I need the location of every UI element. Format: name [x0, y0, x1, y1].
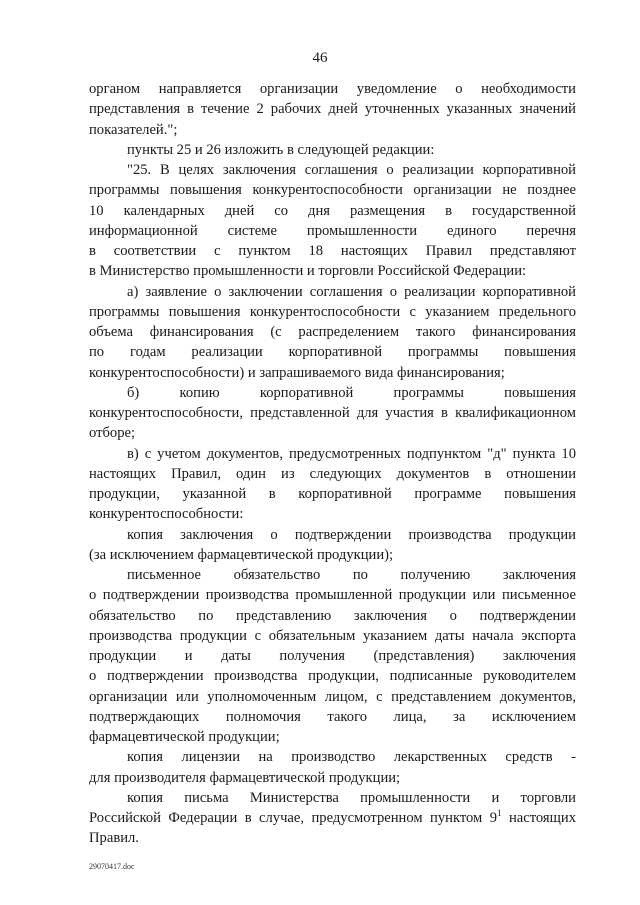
text-line: отборе;: [89, 425, 136, 442]
text-line: конкурентоспособности, представленной для участия в квалификационном: [89, 405, 576, 421]
text-line: показателей.";: [89, 121, 178, 138]
paragraph-p1: [89, 79, 576, 140]
text-line: в соответствии с пунктом 18 настоящих Правил представляют: [89, 243, 576, 259]
page-number: 46: [312, 50, 328, 66]
line-text: Российской Федерации в случае, предусмотренном пунктом 9: [89, 810, 498, 826]
line-text: настоящих: [501, 810, 576, 826]
text-line: представления в течение 2 рабочих дней уточненных указанных значений: [89, 101, 576, 118]
text-line: копия заключения о подтверждении производства продукции: [127, 526, 576, 543]
document-body: [89, 79, 576, 849]
paragraph-p5: [89, 383, 576, 444]
paragraph-list: [89, 79, 576, 788]
text-line: фармацевтической продукции;: [89, 729, 280, 745]
text-line: настоящих Правил, один из следующих документов в отношении: [89, 465, 576, 482]
paragraph-p6: [89, 444, 576, 525]
text-line: б) копию корпоративной программы повышения: [127, 384, 576, 401]
text-line: для производителя фармацевтической продукции;: [89, 769, 401, 786]
text-line: о подтверждении производства продукции, подписанные руководителем: [89, 668, 576, 685]
text-line: организации или уполномоченным лицом, с представлением документов,: [89, 688, 576, 705]
paragraph-p9: [89, 747, 576, 788]
text-line: в Министерство промышленности и торговли Российской Федерации:: [89, 263, 527, 280]
text-line: органом направляется организации уведомление о необходимости: [89, 81, 576, 97]
paragraph-p2: [89, 140, 576, 160]
text-line: (за исключением фармацевтической продукции);: [89, 546, 394, 563]
paragraph-p8: [89, 565, 576, 747]
text-line: информационной системе промышленности единого перечня: [89, 222, 576, 239]
file-name-footer: 29070417.doc: [89, 862, 135, 871]
text-line: письменное обязательство по получению заключения: [127, 567, 576, 583]
text-line: производства продукции с обязательным указанием даты начала экспорта: [89, 627, 576, 644]
text-line: конкурентоспособности:: [89, 506, 244, 523]
paragraph-p3: [89, 160, 576, 282]
text-line: по годам реализации корпоративной программы повышения: [89, 344, 576, 361]
text-line: "25. В целях заключения соглашения о реализации корпоративной: [127, 162, 576, 178]
text-line: копия письма Министерства промышленности и торговли: [127, 789, 576, 806]
text-line: объема финансирования (с распределением такого финансирования: [89, 324, 576, 340]
text-line: конкурентоспособности) и запрашиваемого вида финансирования;: [89, 364, 505, 381]
text-line: Правил.: [89, 830, 139, 847]
text-line: обязательство по представлению заключения о подтверждении: [89, 607, 576, 624]
text-line: в) с учетом документов, предусмотренных подпунктом "д" пункта 10: [127, 445, 576, 462]
text-line: [89, 808, 576, 828]
text-line: копия лицензии на производство лекарственных средств -: [127, 749, 576, 766]
text-line: о подтверждении производства промышленной продукции или письменное: [89, 587, 576, 604]
text-line: продукции, указанной в корпоративной программе повышения: [89, 486, 576, 502]
paragraph-p7: [89, 525, 576, 566]
text-line: продукции и даты получения (представления) заключения: [89, 648, 576, 664]
text-line: программы повышения конкурентоспособности организации не позднее: [89, 182, 576, 199]
text-line: пункты 25 и 26 изложить в следующей редакции:: [127, 141, 435, 158]
paragraph-last: [89, 788, 576, 849]
text-line: а) заявление о заключении соглашения о реализации корпоративной: [127, 283, 576, 300]
text-line: подтверждающих полномочия такого лица, за исключением: [89, 708, 576, 725]
superscript: 1: [497, 808, 502, 818]
paragraph-p4: [89, 282, 576, 383]
text-line: 10 календарных дней со дня размещения в государственной: [89, 202, 576, 219]
text-line: программы повышения конкурентоспособности с указанием предельного: [89, 303, 576, 320]
